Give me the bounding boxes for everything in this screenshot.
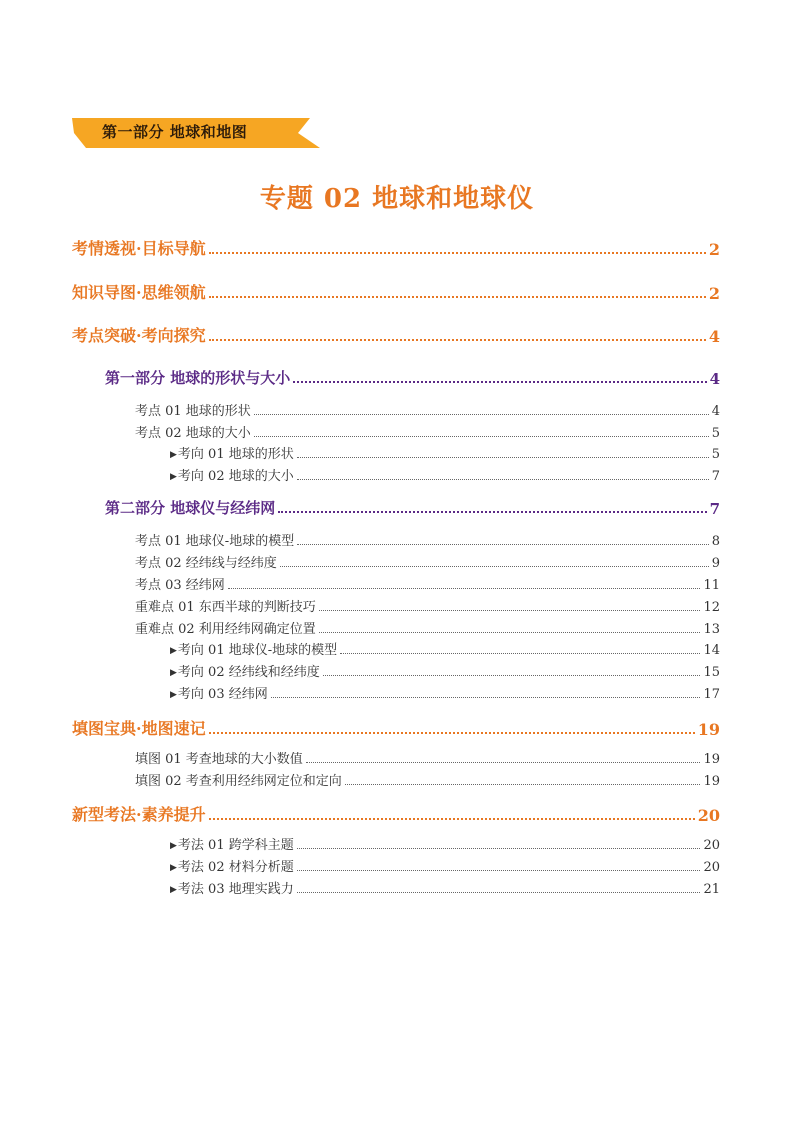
toc-entry-label: [170, 834, 294, 853]
toc-entry-text: 填图 01 考查地球的大小数值: [135, 752, 303, 767]
toc-entry[interactable]: [135, 596, 720, 615]
dot-leader: [340, 653, 700, 654]
toc-entry-label: [105, 497, 275, 518]
toc-page-number: 4: [709, 370, 720, 388]
toc-page-number: 4: [711, 404, 720, 419]
toc-entry-label: [135, 574, 225, 593]
toc-page-number: 9: [711, 556, 720, 571]
toc-entry[interactable]: [72, 323, 720, 346]
toc-entry-label: [135, 400, 251, 419]
toc-entry-text: 考法 03 地理实践力: [177, 882, 294, 897]
toc-entry-label: [135, 530, 294, 549]
toc-entry-text: 新型考法·素养提升: [72, 805, 206, 824]
toc-entry[interactable]: [135, 748, 720, 767]
dot-leader: [297, 479, 709, 480]
toc-entry-text: 考点 02 地球的大小: [135, 426, 251, 441]
toc-entry-label: [170, 683, 268, 702]
toc-entry[interactable]: [135, 574, 720, 593]
document-title: 专题 02 地球和地球仪: [259, 184, 535, 214]
toc-entry[interactable]: [72, 716, 720, 739]
toc-entry[interactable]: [72, 280, 720, 303]
toc-page-number: 19: [697, 720, 720, 739]
toc-entry-text: 考法 01 跨学科主题: [177, 838, 294, 853]
toc-entry-text: 考点 01 地球的形状: [135, 404, 251, 419]
toc-entry-text: 考向 01 地球仪-地球的模型: [177, 643, 338, 658]
dot-leader: [297, 544, 709, 545]
dot-leader: [293, 381, 706, 383]
dot-leader: [345, 784, 701, 785]
dot-leader: [297, 848, 701, 849]
toc-entry[interactable]: [170, 661, 720, 680]
toc-page-number: 19: [703, 752, 720, 767]
toc-entry-text: 考向 01 地球的形状: [177, 447, 294, 462]
triangle-bullet-icon: ▶: [170, 841, 177, 851]
toc-entry-label: [135, 422, 251, 441]
toc-entry[interactable]: [105, 497, 720, 518]
toc-entry[interactable]: [135, 422, 720, 441]
toc-entry[interactable]: [135, 400, 720, 419]
triangle-bullet-icon: ▶: [170, 863, 177, 873]
dot-leader: [319, 610, 701, 611]
triangle-bullet-icon: ▶: [170, 646, 177, 656]
toc-page-number: 21: [703, 882, 720, 897]
triangle-bullet-icon: ▶: [170, 690, 177, 700]
toc-page-number: 11: [703, 578, 720, 593]
dot-leader: [209, 818, 695, 820]
toc-entry-text: 考点 03 经纬网: [135, 578, 225, 593]
toc-entry-label: [170, 443, 294, 462]
toc-page-number: 7: [711, 469, 720, 484]
toc-page-number: 5: [711, 426, 720, 441]
toc-page-number: 19: [703, 774, 720, 789]
dot-leader: [280, 566, 709, 567]
toc-entry-label: [72, 236, 206, 259]
triangle-bullet-icon: ▶: [170, 885, 177, 895]
toc-page-number: 2: [708, 240, 720, 259]
toc-entry-text: 考点 01 地球仪-地球的模型: [135, 534, 295, 549]
toc-page-number: 20: [703, 838, 720, 853]
toc-page-number: 15: [703, 665, 720, 680]
toc-entry-label: [170, 856, 294, 875]
toc-entry[interactable]: [170, 465, 720, 484]
toc-entry-label: [72, 716, 206, 739]
toc-entry-label: [170, 465, 294, 484]
toc-page-number: 7: [709, 500, 720, 518]
toc-entry-text: 考向 02 经纬线和经纬度: [177, 665, 320, 680]
toc-entry-label: [135, 770, 342, 789]
toc-entry-text: 考点突破·考向探究: [72, 326, 206, 345]
toc-page-number: 20: [703, 860, 720, 875]
toc-page-number: 12: [703, 600, 720, 615]
toc-entry-text: 填图 02 考查利用经纬网定位和定向: [135, 774, 342, 789]
toc-entry-label: [135, 552, 277, 571]
triangle-bullet-icon: ▶: [170, 450, 177, 460]
toc-entry[interactable]: [170, 834, 720, 853]
toc-entry[interactable]: [170, 878, 720, 897]
toc-entry-label: [170, 878, 294, 897]
dot-leader: [297, 892, 701, 893]
toc-entry-text: 重难点 01 东西半球的判断技巧: [135, 600, 316, 615]
toc-page-number: 8: [711, 534, 720, 549]
toc-entry[interactable]: [72, 236, 720, 259]
toc-entry[interactable]: [105, 367, 720, 388]
toc-entry[interactable]: [170, 683, 720, 702]
section-banner: [72, 116, 322, 150]
dot-leader: [297, 870, 701, 871]
toc-page-number: 20: [697, 806, 720, 825]
toc-entry-label: [135, 596, 316, 615]
dot-leader: [209, 732, 695, 734]
dot-leader: [228, 588, 701, 589]
dot-leader: [254, 436, 709, 437]
toc-entry-text: 考向 02 地球的大小: [177, 469, 294, 484]
toc-entry[interactable]: [135, 552, 720, 571]
toc-page-number: 13: [703, 622, 720, 637]
triangle-bullet-icon: ▶: [170, 472, 177, 482]
toc-entry-label: [135, 618, 316, 637]
toc-entry-text: 考向 03 经纬网: [177, 687, 268, 702]
toc-entry-label: [135, 748, 303, 767]
dot-leader: [209, 339, 706, 341]
dot-leader: [306, 762, 701, 763]
toc-page-number: 2: [708, 284, 720, 303]
toc-entry-label: [170, 639, 337, 658]
toc-page-number: 17: [703, 687, 720, 702]
triangle-bullet-icon: ▶: [170, 668, 177, 678]
toc-entry-label: [170, 661, 320, 680]
toc-entry-label: [72, 280, 206, 303]
toc-page-number: 14: [703, 643, 720, 658]
toc-entry-label: [72, 323, 206, 346]
toc-entry-text: 知识导图·思维领航: [72, 283, 206, 302]
toc-entry-text: 考法 02 材料分析题: [177, 860, 294, 875]
toc-entry[interactable]: [135, 770, 720, 789]
toc-entry[interactable]: [170, 639, 720, 658]
toc-page-number: 5: [711, 447, 720, 462]
dot-leader: [209, 252, 706, 254]
dot-leader: [319, 632, 701, 633]
banner-text: 第一部分 地球和地图: [102, 123, 248, 141]
dot-leader: [254, 414, 709, 415]
toc-entry-text: 重难点 02 利用经纬网确定位置: [135, 622, 316, 637]
toc-entry[interactable]: [170, 443, 720, 462]
toc-entry-text: 考情透视·目标导航: [72, 239, 206, 258]
toc-page-number: 4: [708, 327, 720, 346]
toc-entry-text: 考点 02 经纬线与经纬度: [135, 556, 277, 571]
toc-entry[interactable]: [135, 530, 720, 549]
toc-entry-text: 第一部分 地球的形状与大小: [105, 369, 291, 387]
dot-leader: [271, 697, 701, 698]
toc-entry[interactable]: [170, 856, 720, 875]
toc-entry-text: 填图宝典·地图速记: [72, 719, 206, 738]
toc-entry-label: [105, 367, 290, 388]
dot-leader: [323, 675, 701, 676]
toc-entry[interactable]: [135, 618, 720, 637]
dot-leader: [297, 457, 709, 458]
toc-entry[interactable]: [72, 802, 720, 825]
dot-leader: [278, 511, 706, 513]
dot-leader: [209, 296, 706, 298]
toc-entry-text: 第二部分 地球仪与经纬网: [105, 499, 276, 517]
toc-entry-label: [72, 802, 206, 825]
